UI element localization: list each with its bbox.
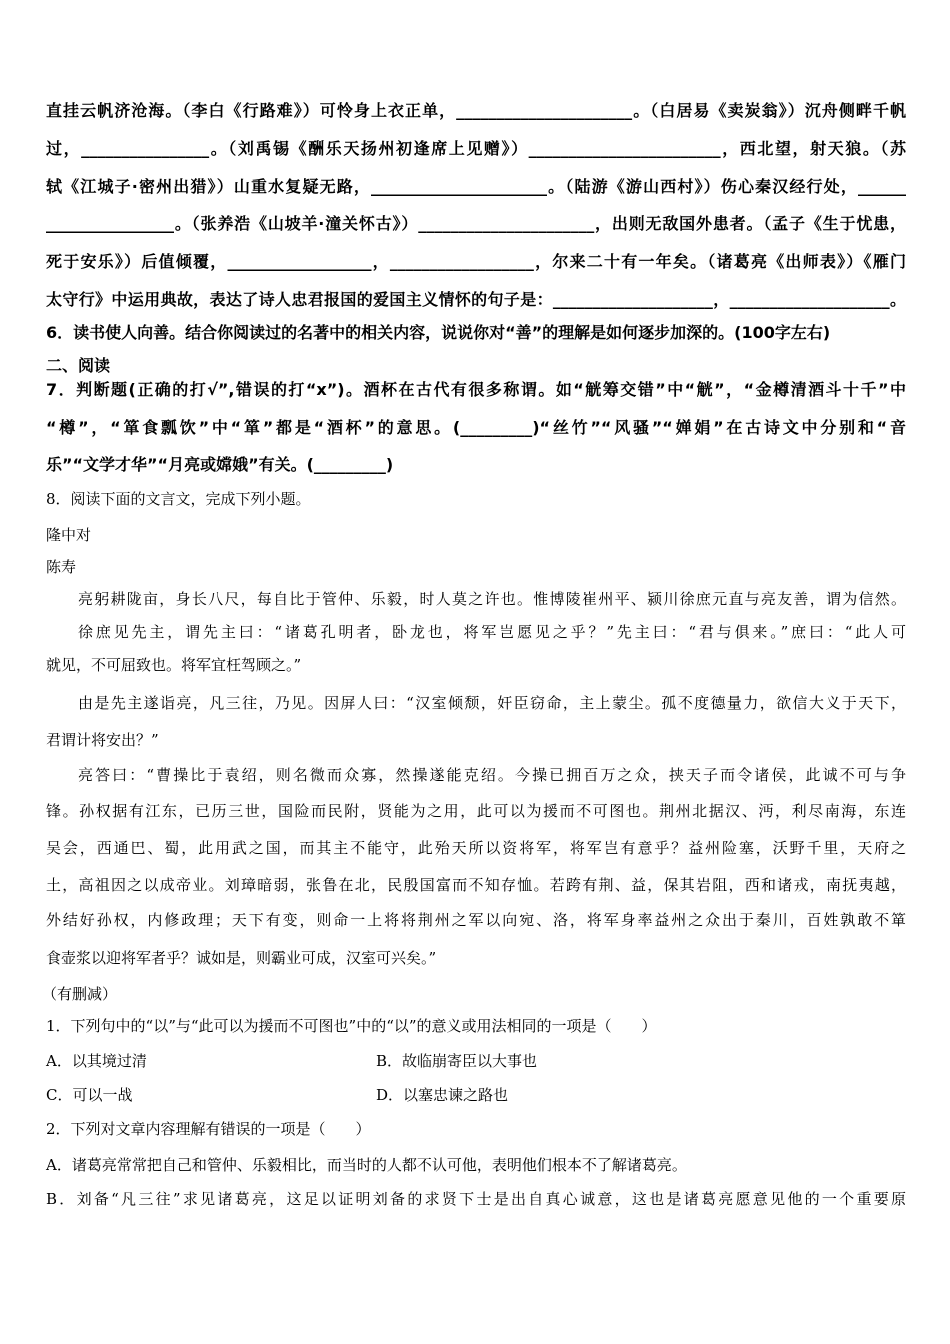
sub-question-1-stem: 1．下列句中的“以”与“此可以为援而不可图也”中的“以”的意义或用法相同的一项是（ ）: [46, 1017, 657, 1035]
option-a: A．诸葛亮常常把自己和管仲、乐毅相比，而当时的人都不认可他，表明他们根本不了解诸葛亮。: [46, 1156, 687, 1174]
passage-author: 陈寿: [46, 558, 77, 576]
passage-line: 土，高祖因之以成帝业。刘璋暗弱，张鲁在北，民殷国富而不知存恤。若跨有荆、益，保其岩阻，西和诸戎，南抚夷越，: [46, 876, 906, 894]
passage-line: 亮答曰：“曹操比于袁绍，则名微而众寡，然操遂能克绍。今操已拥百万之众，挟天子而令诸侯，此诚不可与争: [78, 766, 906, 784]
fill-in-line: 太守行》中运用典故，表达了诗人忠君报国的爱国主义情怀的句子是：____________________，____________________。: [46, 290, 906, 309]
passage-line: 君谓计将安出？”: [46, 731, 159, 749]
passage-line: 吴会，西通巴、蜀，此用武之国，而其主不能守，此殆天所以资将军，将军岂有意乎？益州险塞，沃野千里，天府之: [46, 839, 906, 857]
passage-line: 锋。孙权据有江东，已历三世，国险而民附，贤能为之用，此可以为援而不可图也。荆州北据汉、沔，利尽南海，东连: [46, 802, 906, 820]
question-7-line: “樽”，“箪食瓢饮”中“箪”都是“酒杯”的意思。(_________)“丝竹”“风骚”“婵娟”在古诗文中分别和“音: [46, 418, 906, 437]
option-d: D．以塞忠谏之路也: [376, 1086, 509, 1104]
passage-line: 亮躬耕陇亩，身长八尺，每自比于管仲、乐毅，时人莫之许也。惟博陵崔州平、颍川徐庶元直与亮友善，谓为信然。: [78, 590, 906, 608]
fill-in-line: 死于安乐》）后值倾覆，__________________，__________________，尔来二十有一年矣。（诸葛亮《出师表》）《雁门: [46, 252, 906, 271]
question-8-prompt: 8．阅读下面的文言文，完成下列小题。: [46, 490, 311, 508]
option-a: A．以其境过清: [46, 1052, 147, 1070]
fill-in-line: ________________。（张养浩《山坡羊·潼关怀古》）______________________，出则无敌国外患者。（孟子《生于忧患，: [46, 214, 906, 233]
abridged-note: （有删减）: [42, 985, 118, 1003]
option-c: C．可以一战: [46, 1086, 133, 1104]
section-heading-reading: 二、阅读: [46, 356, 111, 375]
question-7-line: 乐”“文学才华”“月亮或嫦娥”有关。(_________): [46, 455, 394, 474]
fill-in-line: 轼《江城子·密州出猎》）山重水复疑无路，______________________。（陆游《游山西村》）伤心秦汉经行处，______: [46, 177, 906, 196]
option-b: B．刘备“凡三往”求见诸葛亮，这足以证明刘备的求贤下士是出自真心诚意，这也是诸葛亮愿意见他的一个重要原: [46, 1190, 906, 1208]
question-6: 6．读书使人向善。结合你阅读过的名著中的相关内容，说说你对“善”的理解是如何逐步加深的。(100字左右): [46, 323, 831, 342]
question-7-line: 7．判断题(正确的打√”,错误的打“x”)。酒杯在古代有很多称谓。如“觥筹交错”中“觥”，“金樽清酒斗十千”中: [46, 380, 906, 399]
passage-line: 食壶浆以迎将军者乎？诚如是，则霸业可成，汉室可兴矣。”: [46, 949, 437, 967]
passage-title: 隆中对: [46, 526, 92, 544]
option-b: B．故临崩寄臣以大事也: [376, 1052, 538, 1070]
passage-line: 由是先主遂诣亮，凡三往，乃见。因屏人曰：“汉室倾颓，奸臣窃命，主上蒙尘。孤不度德量力，欲信大义于天下，: [78, 694, 906, 712]
fill-in-line: 直挂云帆济沧海。（李白《行路难》）可怜身上衣正单，______________________。（白居易《卖炭翁》）沉舟侧畔千帆: [46, 101, 906, 120]
passage-line: 外结好孙权，内修政理；天下有变，则命一上将将荆州之军以向宛、洛，将军身率益州之众出于秦川，百姓孰敢不箪: [46, 911, 906, 929]
sub-question-2-stem: 2．下列对文章内容理解有错误的一项是（ ）: [46, 1120, 371, 1138]
passage-line: 徐庶见先主，谓先主曰：“诸葛孔明者，卧龙也，将军岂愿见之乎？”先主曰：“君与俱来。”庶曰：“此人可: [78, 623, 906, 641]
fill-in-line: 过，________________。（刘禹锡《酬乐天扬州初逢席上见赠》）________________________，西北望，射天狼。（苏: [46, 139, 906, 158]
passage-line: 就见，不可屈致也。将军宜枉驾顾之。”: [46, 656, 302, 674]
